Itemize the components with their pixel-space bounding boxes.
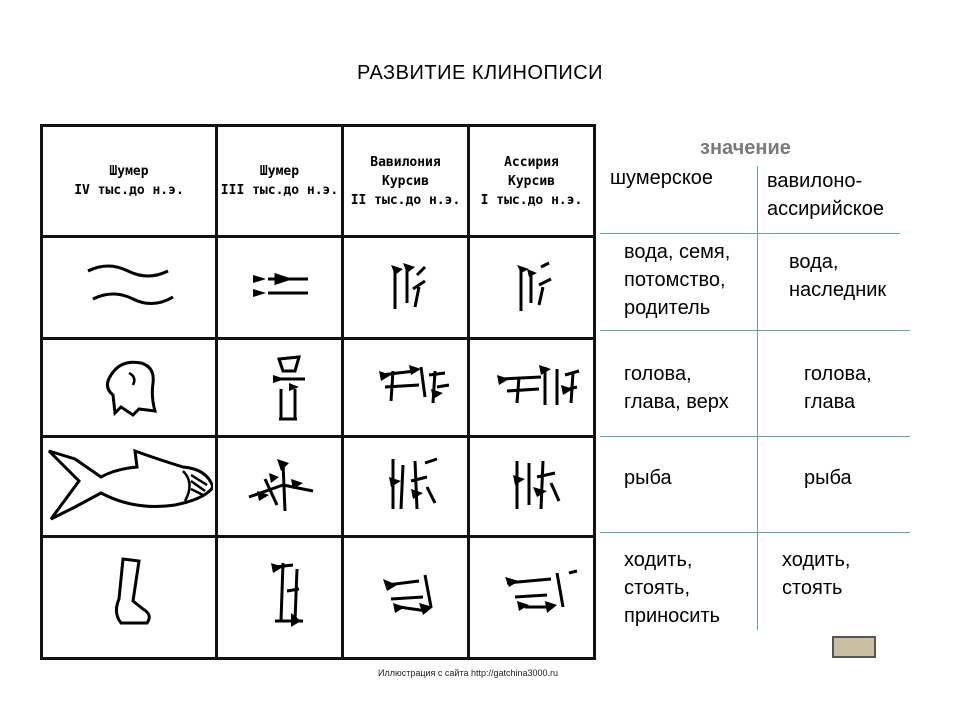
- water-sumer-iii-glyph: [248, 267, 318, 307]
- meaning-sumerian-water: [624, 238, 730, 322]
- meaning-line: приносить: [624, 605, 721, 627]
- header-line: II тыс.до н.э.: [350, 192, 461, 208]
- fish-sumer-iii-glyph: [243, 449, 323, 519]
- meaning-line: потомство,: [624, 269, 726, 291]
- head-sumer-iii-glyph: [265, 349, 315, 429]
- meaning-babylonian-head: [804, 360, 872, 416]
- water-babylonian-glyph: [385, 259, 435, 319]
- water-pictogram: [73, 259, 193, 319]
- meaning-column-divider: [757, 166, 758, 630]
- foot-assyrian-glyph: [501, 567, 587, 627]
- meaning-line: глава, верх: [624, 391, 729, 413]
- header-babylonia: [344, 127, 467, 235]
- header-line: Вавилония: [370, 154, 441, 170]
- table-divider: [43, 337, 593, 340]
- column-header-line: вавилоно-: [767, 170, 863, 192]
- header-line: Курсив: [382, 173, 429, 189]
- fish-babylonian-glyph: [385, 453, 441, 517]
- header-sumer-iv: [43, 127, 215, 235]
- page-title: РАЗВИТИЕ КЛИНОПИСИ: [356, 62, 604, 84]
- header-sumer-iii: [218, 127, 341, 235]
- header-line: I тыс.до н.э.: [480, 192, 583, 208]
- foot-babylonian-glyph: [379, 567, 459, 627]
- table-divider: [43, 535, 593, 538]
- meaning-line: вода, семя,: [624, 241, 731, 263]
- meaning-line: глава: [804, 391, 856, 413]
- column-header-sumerian: шумерское: [610, 167, 714, 189]
- meaning-sumerian-fish: [624, 464, 672, 492]
- header-line: Курсив: [508, 173, 555, 189]
- meaning-row-divider: [600, 233, 900, 234]
- meaning-sumerian-foot: [624, 546, 720, 630]
- meaning-line: стоять: [782, 577, 843, 599]
- meaning-row-divider: [600, 330, 910, 331]
- header-line: III тыс.до н.э.: [220, 183, 339, 198]
- meaning-babylonian-water: [789, 248, 886, 304]
- foot-pictogram: [103, 549, 163, 639]
- meaning-line: наследник: [789, 279, 887, 301]
- column-header-babylonian: [767, 167, 884, 223]
- fish-pictogram: [45, 441, 213, 531]
- header-assyria: [470, 127, 593, 235]
- meaning-line: рыба: [804, 467, 852, 489]
- column-header-line: ассирийское: [767, 198, 884, 220]
- head-pictogram: [93, 353, 173, 423]
- meaning-line: голова,: [804, 363, 872, 385]
- meaning-line: ходить,: [624, 549, 693, 571]
- fish-assyrian-glyph: [507, 453, 567, 517]
- header-line: IV тыс.до н.э.: [74, 183, 184, 198]
- meaning-line: ходить,: [782, 549, 851, 571]
- meaning-line: голова,: [624, 363, 692, 385]
- table-divider: [43, 435, 593, 438]
- meaning-line: вода,: [789, 251, 839, 273]
- header-line: Ассирия: [504, 154, 559, 170]
- table-divider: [43, 235, 593, 238]
- head-babylonian-glyph: [375, 357, 455, 417]
- image-credit: Иллюстрация с сайта http://gatchina3000.ru: [378, 668, 559, 678]
- meaning-line: рыба: [624, 467, 672, 489]
- meaning-title: значение: [700, 137, 791, 159]
- meaning-babylonian-fish: [804, 464, 852, 492]
- header-line: Шумер: [109, 164, 149, 179]
- head-assyrian-glyph: [495, 359, 585, 415]
- meaning-line: родитель: [624, 297, 711, 319]
- meaning-babylonian-foot: [782, 546, 850, 602]
- meaning-line: стоять,: [624, 577, 691, 599]
- cuneiform-table: [40, 124, 596, 660]
- meaning-sumerian-head: [624, 360, 729, 416]
- water-assyrian-glyph: [511, 259, 561, 319]
- foot-sumer-iii-glyph: [263, 551, 313, 635]
- meaning-row-divider: [600, 436, 910, 437]
- header-line: Шумер: [259, 164, 300, 179]
- meaning-row-divider: [600, 532, 910, 533]
- next-slide-button[interactable]: [832, 636, 876, 658]
